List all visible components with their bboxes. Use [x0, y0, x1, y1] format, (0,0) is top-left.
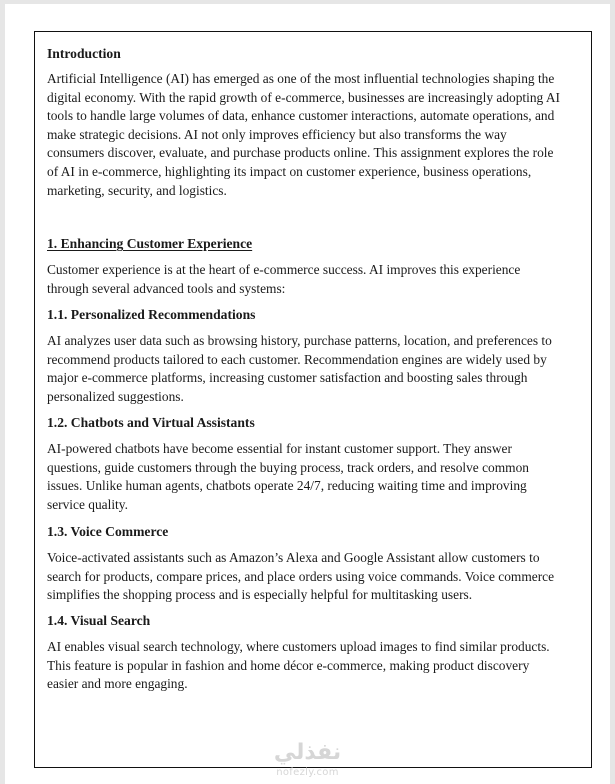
paragraph-line: major e-commerce platforms, increasing customer satisfaction and boosting sales through	[47, 370, 528, 386]
subsection-1-4-paragraph	[47, 638, 587, 694]
paragraph-line: digital economy. With the rapid growth of e-commerce, businesses are increasingly adopting AI	[47, 89, 560, 105]
paragraph-line: through several advanced tools and systems:	[47, 280, 286, 296]
paragraph-line: personalized suggestions.	[47, 388, 184, 404]
subsection-1-2-paragraph	[47, 440, 587, 514]
paragraph-line: recommend products tailored to each customer. Recommendation engines are widely used by	[47, 351, 547, 367]
paragraph-line: simplifies the shopping process and is especially helpful for multitasking users.	[47, 587, 473, 603]
subsection-1-1-heading: 1.1. Personalized Recommendations	[47, 307, 256, 322]
section-1-paragraph	[47, 261, 587, 298]
paragraph-line: of AI in e-commerce, highlighting its impact on customer experience, business operations,	[47, 163, 532, 179]
paragraph-line: marketing, security, and logistics.	[47, 182, 227, 198]
paragraph-line: AI analyzes user data such as browsing history, purchase patterns, location, and preferences to	[47, 333, 552, 348]
watermark-logo-arabic: نفذلي	[273, 740, 342, 765]
subsection-1-1-paragraph	[47, 332, 587, 406]
intro-heading: Introduction	[47, 46, 121, 61]
paragraph-line: make strategic decisions. AI not only improves efficiency but also transforms the way	[47, 126, 507, 142]
paragraph-line: AI enables visual search technology, where customers upload images to find similar products.	[47, 639, 550, 654]
paragraph-line: This feature is popular in fashion and home décor e-commerce, making product discovery	[47, 657, 530, 673]
paragraph-line: consumers discover, evaluate, and purchase products online. This assignment explores the role	[47, 145, 554, 161]
paragraph-line: Customer experience is at the heart of e-commerce success. AI improves this experience	[47, 262, 521, 277]
section-1-heading: 1. Enhancing Customer Experience	[47, 236, 253, 251]
subsection-1-3-paragraph	[47, 549, 587, 605]
subsection-1-4-heading: 1.4. Visual Search	[47, 613, 151, 628]
paragraph-line: questions, guide customers through the buying process, track orders, and resolve common	[47, 459, 529, 475]
paragraph-line: tools to handle large volumes of data, enhance customer interactions, automate operations, and	[47, 108, 555, 124]
intro-paragraph	[47, 70, 587, 200]
paragraph-line: service quality.	[47, 496, 128, 512]
watermark-logo-url: nofezly.com	[276, 767, 339, 778]
document-page	[5, 4, 610, 784]
page-border-box	[34, 31, 592, 768]
paragraph-line: issues. Unlike human agents, chatbots operate 24/7, reducing waiting time and improving	[47, 478, 527, 494]
paragraph-line: Voice-activated assistants such as Amazon’s Alexa and Google Assistant allow customers to	[47, 550, 540, 565]
paragraph-line: AI-powered chatbots have become essential for instant customer support. They answer	[47, 441, 512, 456]
paragraph-line: Artificial Intelligence (AI) has emerged as one of the most influential technologies shaping the	[47, 71, 555, 86]
subsection-1-2-heading: 1.2. Chatbots and Virtual Assistants	[47, 415, 255, 430]
subsection-1-3-heading: 1.3. Voice Commerce	[47, 524, 169, 539]
paragraph-line: easier and more engaging.	[47, 676, 188, 692]
paragraph-line: search for products, compare prices, and place orders using voice commands. Voice commerce	[47, 568, 555, 584]
